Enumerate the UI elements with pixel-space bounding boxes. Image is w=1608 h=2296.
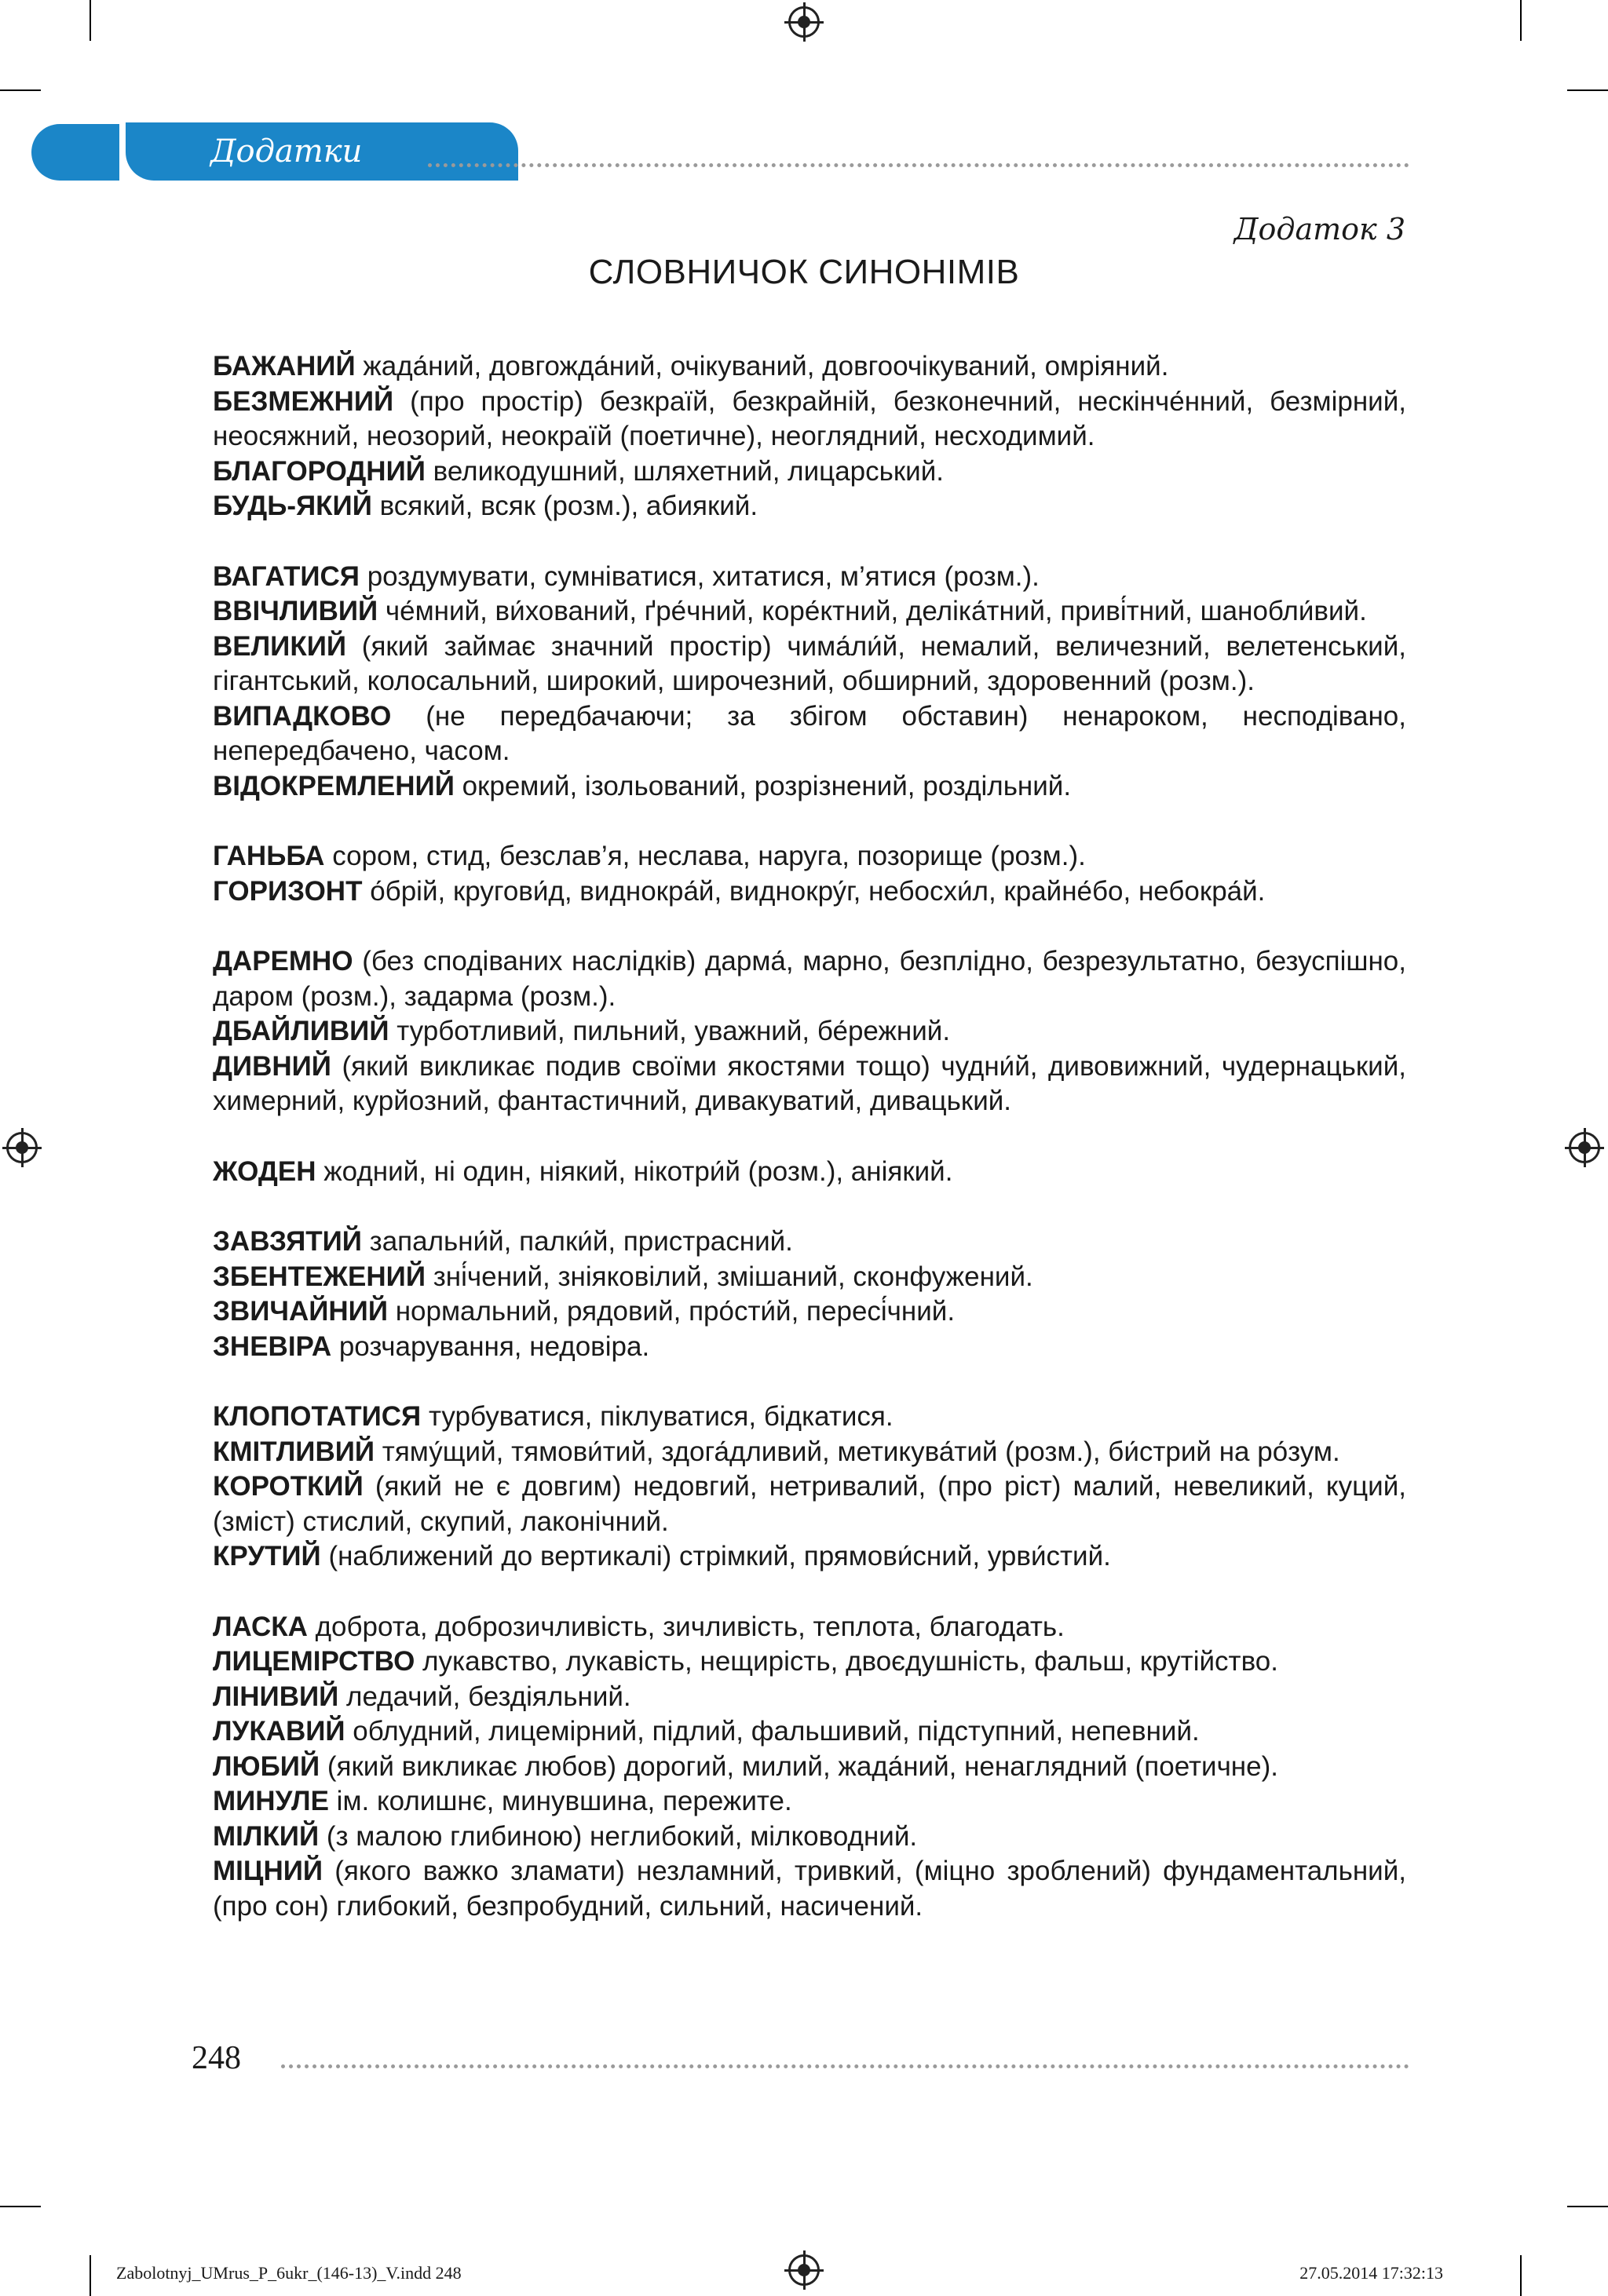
- crop-mark: [0, 2206, 41, 2207]
- synonyms: (який викликає подив своїми якостями тощо) чудни́й, дивовижний, чудернацький, химерний, курйозний, фантастичний, дивакуватий, дивацький.: [213, 1050, 1406, 1116]
- dictionary-entry: [213, 1294, 1406, 1330]
- headword: ВІДОКРЕМЛЕНИЙ: [213, 770, 455, 801]
- crop-mark: [1567, 2206, 1608, 2207]
- dictionary-entry: [213, 385, 1406, 454]
- group-separator: [213, 1575, 1406, 1610]
- synonyms: нормальний, рядовий, про́сти́й, пересі́чний.: [395, 1296, 956, 1327]
- dictionary-entry: [213, 1469, 1406, 1539]
- dictionary-entry: [213, 489, 1406, 524]
- dictionary-entry: [213, 1260, 1406, 1295]
- dictionary-entry: [213, 349, 1406, 385]
- group-separator: [213, 804, 1406, 839]
- crop-mark: [1520, 0, 1522, 41]
- headword: ЛУКАВИЙ: [213, 1716, 345, 1747]
- dictionary-entry: [213, 699, 1406, 769]
- group-separator: [213, 1119, 1406, 1155]
- dictionary-entry: [213, 1330, 1406, 1365]
- dictionary-entry: [213, 944, 1406, 1014]
- registration-mark-icon: [788, 6, 820, 38]
- synonyms: роздумувати, сумніватися, хитатися, м’ятися (розм.).: [367, 560, 1040, 592]
- synonyms: турботливий, пильний, уважний, бе́режний.: [397, 1016, 951, 1046]
- dictionary-entry: [213, 1680, 1406, 1715]
- headword: БЛАГОРОДНИЙ: [213, 455, 426, 487]
- dictionary-body: [213, 349, 1406, 1924]
- headword: ВЕЛИКИЙ: [213, 630, 347, 662]
- synonyms: великодушний, шляхетний, лицарський.: [433, 455, 944, 487]
- dictionary-entry: [213, 454, 1406, 490]
- group-separator: [213, 1364, 1406, 1400]
- header-dotted-rule: [428, 163, 1409, 167]
- synonyms: доброта, доброзичливість, зичливість, теплота, благодать.: [315, 1611, 1065, 1642]
- headword: БЕЗМЕЖНИЙ: [213, 385, 394, 417]
- synonyms: (без сподіваних наслідків) дарма́, марно, безплідно, безрезультатно, безуспішно, даром (розм.), задарма (розм.).: [213, 946, 1406, 1012]
- headword: ВИПАДКОВО: [213, 700, 392, 732]
- synonyms: ледачий, бездіяльний.: [346, 1681, 631, 1712]
- dictionary-entry: [213, 1155, 1406, 1190]
- headword: ГОРИЗОНТ: [213, 875, 363, 907]
- headword: ЖОДЕН: [213, 1155, 316, 1187]
- footer-timestamp: 27.05.2014 17:32:13: [1299, 2263, 1443, 2283]
- headword: ГАНЬБА: [213, 841, 325, 871]
- footer-file-name: Zabolotnyj_UMrus_P_6ukr_(146-13)_V.indd 248: [116, 2263, 462, 2283]
- synonyms: окремий, ізольований, розрізнений, роздільний.: [462, 770, 1072, 801]
- group-separator: [213, 524, 1406, 560]
- synonyms: о́брій, кругови́д, виднокра́й, виднокру́г, небосхи́л, крайне́бо, небокра́й.: [370, 875, 1266, 907]
- dictionary-entry: [213, 630, 1406, 699]
- headword: ВВІЧЛИВИЙ: [213, 596, 378, 626]
- synonyms: розчарування, недовіра.: [338, 1331, 650, 1362]
- synonyms: (який викликає любов) дорогий, милий, жада́ний, ненаглядний (поетичне).: [327, 1750, 1278, 1782]
- headword: ВАГАТИСЯ: [213, 560, 360, 592]
- dictionary-entry: [213, 1539, 1406, 1575]
- appendix-label: Додаток 3: [1233, 212, 1405, 246]
- page-number: 248: [192, 2040, 241, 2076]
- page-title: СЛОВНИЧОК СИНОНІМІВ: [588, 253, 1020, 291]
- synonyms: запальни́й, палки́й, пристрасний.: [369, 1226, 793, 1257]
- headword: ДАРЕМНО: [213, 946, 353, 976]
- headword: БАЖАНИЙ: [213, 351, 356, 381]
- synonyms: (не передбачаючи; за збігом обставин) ненароком, несподівано, непередбачено, часом.: [213, 700, 1406, 766]
- registration-mark-icon: [6, 1132, 38, 1163]
- group-separator: [213, 1189, 1406, 1225]
- crop-mark: [90, 0, 91, 41]
- headword: ЗНЕВІРА: [213, 1331, 332, 1362]
- synonyms: (якого важко зламати) незламний, тривкий, (міцно зроблений) фундаментальний, (про сон) глибокий, безпробудний, сильний, насичений.: [213, 1856, 1406, 1922]
- registration-mark-icon: [788, 2254, 820, 2286]
- synonyms: турбуватися, піклуватися, бідкатися.: [428, 1401, 894, 1432]
- synonyms: (з малою глибиною) неглибокий, мілководний.: [326, 1820, 918, 1852]
- dictionary-entry: [213, 1644, 1406, 1680]
- dictionary-entry: [213, 1820, 1406, 1855]
- synonyms: (наближений до вертикалі) стрімкий, прямови́сний, урви́стий.: [328, 1541, 1111, 1571]
- headword: МИНУЛЕ: [213, 1786, 329, 1816]
- dictionary-entry: [213, 1014, 1406, 1049]
- synonyms: лукавство, лукавість, нещирість, двоєдушність, фальш, крутійство.: [422, 1646, 1278, 1677]
- headword: КОРОТКИЙ: [213, 1471, 364, 1502]
- headword: ДИВНИЙ: [213, 1050, 331, 1082]
- dictionary-entry: [213, 839, 1406, 874]
- registration-mark-icon: [1569, 1132, 1600, 1163]
- section-title: Додатки: [210, 133, 363, 170]
- synonyms: жада́ний, довгожда́ний, очікуваний, довгоочікуваний, омріяний.: [363, 351, 1169, 381]
- footer-dotted-rule: [281, 2064, 1409, 2068]
- dictionary-entry: [213, 874, 1406, 910]
- dictionary-entry: [213, 560, 1406, 595]
- dictionary-entry: [213, 1225, 1406, 1260]
- synonyms: ім. колишнє, минувшина, пережите.: [336, 1786, 792, 1816]
- dictionary-entry: [213, 1610, 1406, 1645]
- dictionary-entry: [213, 594, 1406, 630]
- headword: ЛЮБИЙ: [213, 1750, 320, 1782]
- synonyms: жодний, ні один, ніякий, нікотри́й (розм.), аніякий.: [323, 1155, 953, 1187]
- headword: МІЛКИЙ: [213, 1820, 320, 1852]
- dictionary-entry: [213, 1435, 1406, 1470]
- synonyms: (який займає значний простір) чима́ли́й, немалий, величезний, велетенський, гігантський, колосальний, широкий, широчезний, обширний, здоровенний (розм.).: [213, 630, 1406, 696]
- crop-mark: [1520, 2255, 1522, 2296]
- synonyms: че́мний, ви́хований, ґре́чний, коре́ктний, делiка́тний, приві́тний, шанобли́вий.: [385, 596, 1367, 626]
- header-tab-accent: [31, 124, 119, 181]
- synonyms: (про простір) безкраїй, безкрайній, безконечний, нескінче́нний, безмірний, неосяжний, неозорий, неокраїй (поетичне), неоглядний, несходимий.: [213, 385, 1406, 451]
- synonyms: (який не є довгим) недовгий, нетривалий, (про ріст) малий, невеликий, куций, (зміст) стислий, скупий, лаконічний.: [213, 1471, 1406, 1537]
- group-separator: [213, 909, 1406, 944]
- headword: ЗВИЧАЙНИЙ: [213, 1296, 388, 1327]
- crop-mark: [90, 2255, 91, 2296]
- headword: ЗБЕНТЕЖЕНИЙ: [213, 1261, 426, 1292]
- headword: БУДЬ-ЯКИЙ: [213, 491, 372, 521]
- headword: КРУТИЙ: [213, 1541, 321, 1571]
- headword: ЛАСКА: [213, 1611, 308, 1642]
- dictionary-entry: [213, 1400, 1406, 1435]
- headword: КМІТЛИВИЙ: [213, 1436, 375, 1467]
- headword: МІЦНИЙ: [213, 1856, 323, 1886]
- dictionary-entry: [213, 1784, 1406, 1820]
- headword: ЛИЦЕМІРСТВО: [213, 1646, 415, 1677]
- crop-mark: [0, 89, 41, 91]
- synonyms: зні́чений, зніяковілий, змішаний, сконфужений.: [433, 1261, 1033, 1292]
- dictionary-entry: [213, 1049, 1406, 1119]
- crop-mark: [1567, 89, 1608, 91]
- synonyms: тяму́щий, тямови́тий, здога́дливий, метикува́тий (розм.), би́стрий на ро́зум.: [382, 1436, 1340, 1467]
- synonyms: сором, стид, безслав’я, неслава, наруга, позорище (розм.).: [332, 841, 1086, 871]
- headword: КЛОПОТАТИСЯ: [213, 1401, 422, 1432]
- headword: ЗАВЗЯТИЙ: [213, 1226, 362, 1257]
- headword: ДБАЙЛИВИЙ: [213, 1016, 389, 1046]
- dictionary-entry: [213, 1714, 1406, 1750]
- dictionary-entry: [213, 769, 1406, 805]
- dictionary-entry: [213, 1854, 1406, 1924]
- synonyms: всякий, всяк (розм.), абиякий.: [379, 491, 758, 521]
- synonyms: облудний, лицемірний, підлий, фальшивий, підступний, непевний.: [353, 1716, 1200, 1747]
- dictionary-entry: [213, 1750, 1406, 1785]
- headword: ЛІНИВИЙ: [213, 1681, 339, 1712]
